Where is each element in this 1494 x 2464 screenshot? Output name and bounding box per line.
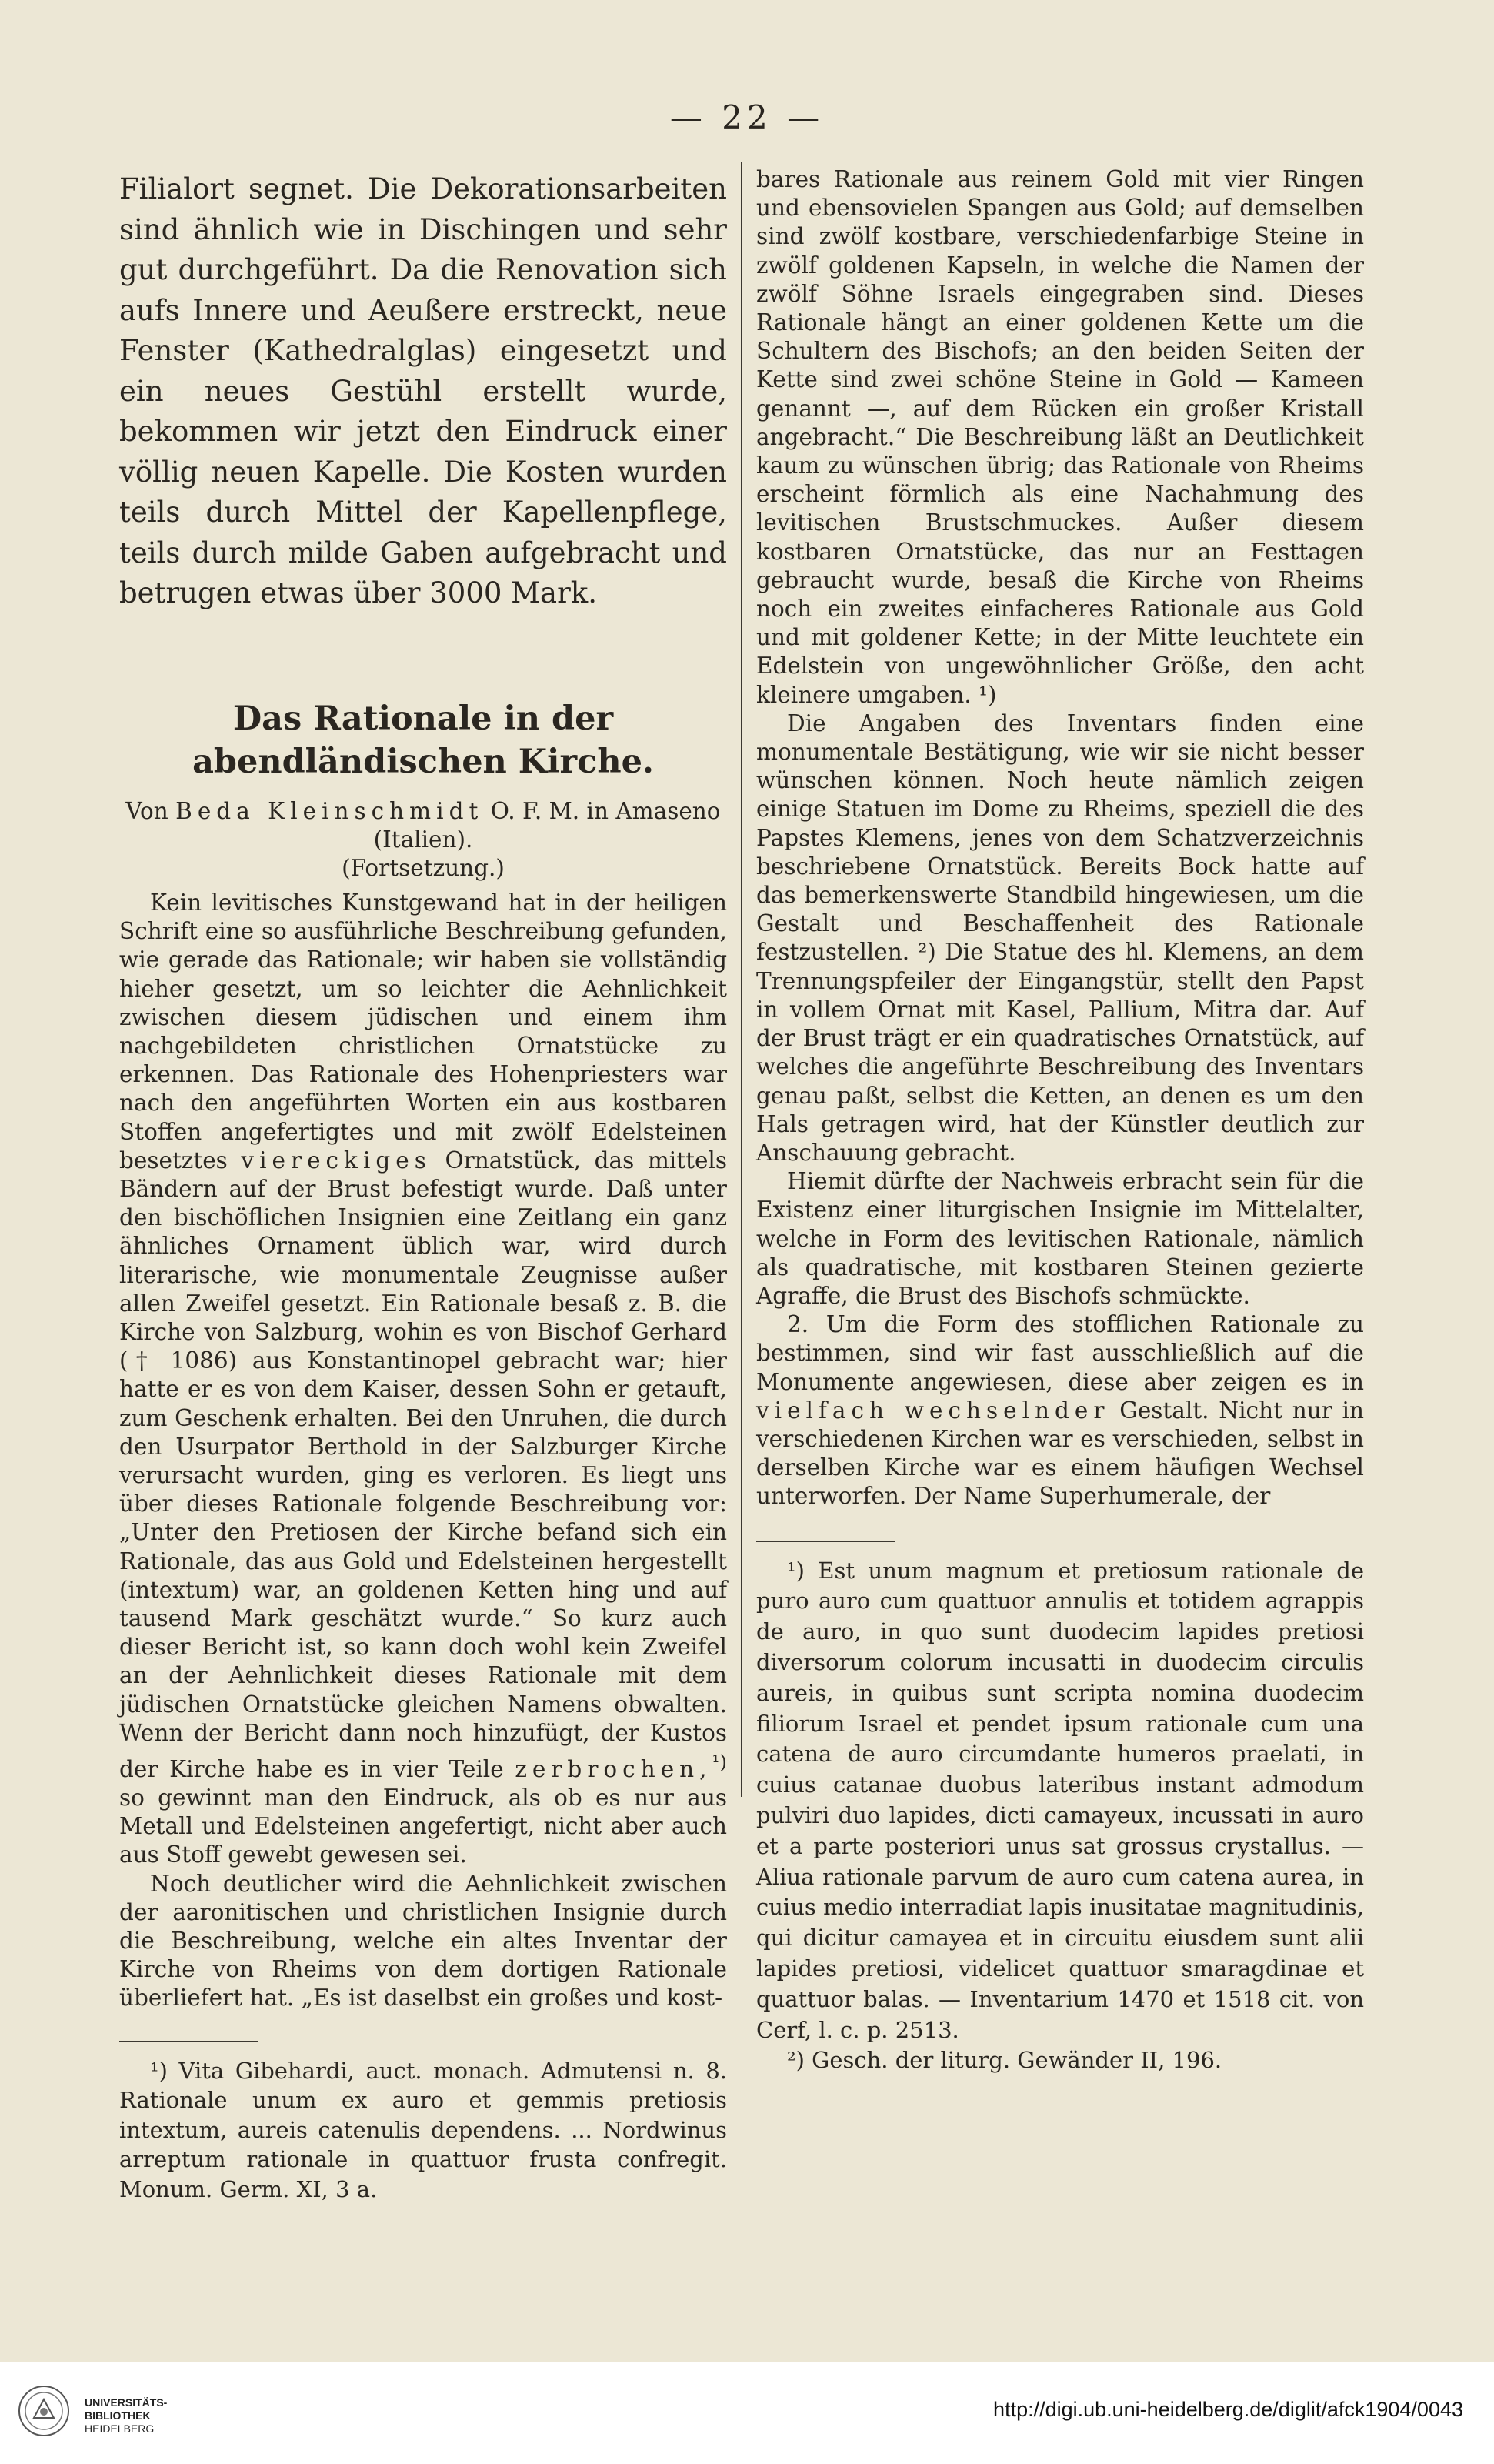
university-seal-icon: [17, 2384, 71, 2438]
footnote-divider: [756, 1541, 895, 1542]
library-name: [85, 2396, 167, 2436]
paragraph-text: Gestalt. Nicht nur in verschiedenen Kirchen war es verschieden, selbst in derselben Kirche war es einem häufigen Wechsel unterworfen. Der Name Superhumerale, der: [756, 1397, 1364, 1510]
intro-paragraph: Filialort segnet. Die Dekorationsarbeiten sind ähnlich wie in Dischingen und sehr gut durchgeführt. Da die Renovation sich aufs Innere und Aeußere erstreckt, neue Fenster (Kathedralglas) eingesetzt und ein neues Gestühl erstellt wurde, bekommen wir jetzt den Eindruck einer völlig neuen Kapelle. Die Kosten wurden teils durch Mittel der Kapellenpflege, teils durch milde Gaben aufgebracht und betrugen etwas über 3000 Mark.: [119, 172, 727, 609]
left-column: [119, 169, 727, 2205]
column-divider: [741, 162, 742, 1797]
footnote-ref: ¹): [712, 1751, 727, 1773]
paragraph: Die Angaben des Inventars finden eine monumentale Bestätigung, wie wir sie nicht besser wünschen können. Noch heute nämlich zeigen einige Statuen im Dome zu Rheims, speziell die des Papstes Klemens, jenes von dem Schatzverzeichnis beschriebene Ornatstück. Bereits Bock hatte auf das bemerkenswerte Standbild hingewiesen, um die Gestalt und Beschaffenheit des Rationale festzustellen. ²) Die Statue des hl. Klemens, an dem Trennungspfeiler der Eingangstür, stellt den Papst in vollem Ornat mit Kasel, Pallium, Mitra dar. Auf der Brust trägt er ein quadratisches Ornatstück, auf welches die angeführte Beschreibung des Inventars genau paßt, selbst die Ketten, an denen es um den Hals getragen wird, hat der Künstler deutlich zur Anschauung gebracht.: [756, 709, 1364, 1166]
paragraph: Noch deutlicher wird die Aehnlichkeit zwischen der aaronitischen und christlichen Insignie durch die Beschreibung, welche ein altes Inventar der Kirche von Rheims von dem dortigen Rationale überliefert hat. „Es ist daselbst ein großes und kost-: [119, 1870, 727, 2012]
library-name-line: HEIDELBERG: [85, 2422, 155, 2435]
footnote: ²) Gesch. der liturg. Gewänder II, 196.: [787, 2047, 1222, 2074]
byline-author: Beda Kleinschmidt: [175, 797, 484, 824]
source-url-link[interactable]: http://digi.ub.uni-heidelberg.de/diglit/afck1904/0043: [993, 2398, 1463, 2421]
paragraph: [756, 1310, 1364, 1511]
footnote: ¹) Est unum magnum et pretiosum rationale de puro auro cum quattuor annulis et totidem agrappis de auro, in quo sunt duodecim lapides pretiosi diversorum colorum incusatti in duodecim circulis aureis, in quibus sunt scripta nomina duodecim filiorum Israel et pendet ipsum rationale cum una catena de auro circumdante humeros praelati, in cuius catanae duobus lateribus instant admodum pulviri duo lapides, dicti camayeux, incussati in auro et a parte posteriori unus sat grossus crystallus. — Aliua rationale parvum de auro cum catena aurea, in cuius medio interradiat lapis inusitatae magnitudinis, qui dicitur camayea et in circuitu eiusdem sunt alii lapides pretiosi, videlicet quattuor smaragdinae et quattuor balas. — Inventarium 1470 et 1518 cit. von Cerf, l. c. p. 2513.: [756, 1557, 1364, 2043]
paragraph-text: so gewinnt man den Eindruck, als ob es nur aus Metall und Edelsteinen angefertigt, nicht aber auch aus Stoff gewebt gewesen sei.: [119, 1785, 727, 1868]
paragraph: bares Rationale aus reinem Gold mit vier Ringen und ebensovielen Spangen aus Gold; auf demselben sind zwölf kostbare, verschiedenfarbige Steine in zwölf goldenen Kapseln, in welche die Namen der zwölf Söhne Israels eingegraben sind. Dieses Rationale hängt an einer goldenen Kette um die Schultern des Bischofs; an den beiden Seiten der Kette sind zwei schöne Steine in Gold — Kameen genannt —, auf dem Rücken ein großer Kristall angebracht.“ Die Beschreibung läßt an Deutlichkeit kaum zu wünschen übrig; das Rationale von Rheims erscheint förmlich als eine Nachahmung des levitischen Brustschmuckes. Außer diesem kostbaren Ornatstücke, das nur an Festtagen gebraucht wurde, besaß die Kirche von Rheims noch ein zweites einfacheres Rationale aus Gold und mit goldener Kette; in der Mitte leuchtete ein Edelstein von ungewöhnlicher Größe, den acht kleinere umgaben. ¹): [756, 166, 1364, 708]
byline-prefix: Von: [125, 797, 168, 824]
paragraph-text: Kein levitisches Kunstgewand hat in der heiligen Schrift eine so ausführliche Beschreibung gefunden, wie gerade das Rationale; wir haben sie vollständig hieher gesetzt, um so leichter die Aehnlichkeit zwischen diesem jüdischen und einem ihm nachgebildeten christlichen Ornatstücke zu erkennen. Das Rationale des Hohenpriesters war nach den angeführten Worten ein aus kostbaren Stoffen angefertigtes und mit zwölf Edelsteinen besetztes: [119, 889, 727, 1174]
library-name-line: BIBLIOTHEK: [85, 2409, 151, 2422]
paragraph: Hiemit dürfte der Nachweis erbracht sein für die Existenz einer liturgischen Insignie im Mittelalter, welche in Form des levitischen Rationale, nämlich als quadratische, mit kostbaren Steinen gezierte Agraffe, die Brust des Bischofs schmückte.: [756, 1168, 1364, 1309]
paragraph: [119, 889, 727, 1870]
library-name-line: UNIVERSITÄTS-: [85, 2396, 168, 2409]
paragraph-text: Ornatstück, das mittels Bändern auf der Brust befestigt wurde. Daß unter den bischöflichen Insignien eine Zeitlang ein ganz ähnliches Ornament üblich war, wird durch literarische, wie monumentale Zeugnisse außer allen Zweifel gesetzt. Ein Rationale besaß z. B. die Kirche von Salzburg, wohin es von Bischof Gerhard († 1086) aus Konstantinopel gebracht war; hier hatte er es von dem Kaiser, dessen Sohn er getauft, zum Geschenk erhalten. Bei den Unruhen, die durch den Usurpator Berthold in der Salzburger Kirche verursacht wurden, ging es verloren. Es liegt uns über dieses Rationale folgende Beschreibung vor: „Unter den Pretiosen der Kirche befand sich ein Rationale, das aus Gold und Edelsteinen hergestellt (intextum) war, an goldenen Ketten hing und auf tausend Mark geschätzt wurde.“ So kurz auch dieser Bericht ist, so kann doch wohl kein Zweifel an der Aehnlichkeit dieses Rationale mit dem jüdischen Ornatstücke gleichen Namens obwalten. Wenn der Bericht dann noch hinzufügt, der Kustos der Kirche habe es in vier Teile: [119, 1147, 727, 1782]
spaced-word: zerbrochen,: [515, 1755, 712, 1782]
footnote-divider: [119, 2041, 258, 2042]
footer-bar: [0, 2362, 1494, 2464]
spaced-word: viereckiges: [241, 1147, 432, 1174]
continuation-note: (Fortsetzung.): [342, 854, 505, 881]
right-column: [756, 165, 1364, 2076]
article-heading: Das Rationale in der abendländischen Kirche.: [192, 699, 654, 781]
byline: [119, 797, 727, 854]
byline-suffix: O. F. M. in Amaseno (Italien).: [373, 797, 721, 853]
spaced-word: vielfach wechselnder: [756, 1397, 1110, 1424]
footnote: ¹) Vita Gibehardi, auct. monach. Admutensi n. 8. Rationale unum ex auro et gemmis pretiosis intextum, aureis catenulis dependens. ... Nordwinus arreptum rationale in quattuor frusta confregit. Monum. Germ. XI, 3 a.: [119, 2057, 727, 2203]
paragraph-text: 2. Um die Form des stofflichen Rationale zu bestimmen, sind wir fast ausschließlich auf die Monumente angewiesen, diese aber zeigen es in: [756, 1311, 1364, 1395]
page-number: — 22 —: [669, 98, 825, 136]
